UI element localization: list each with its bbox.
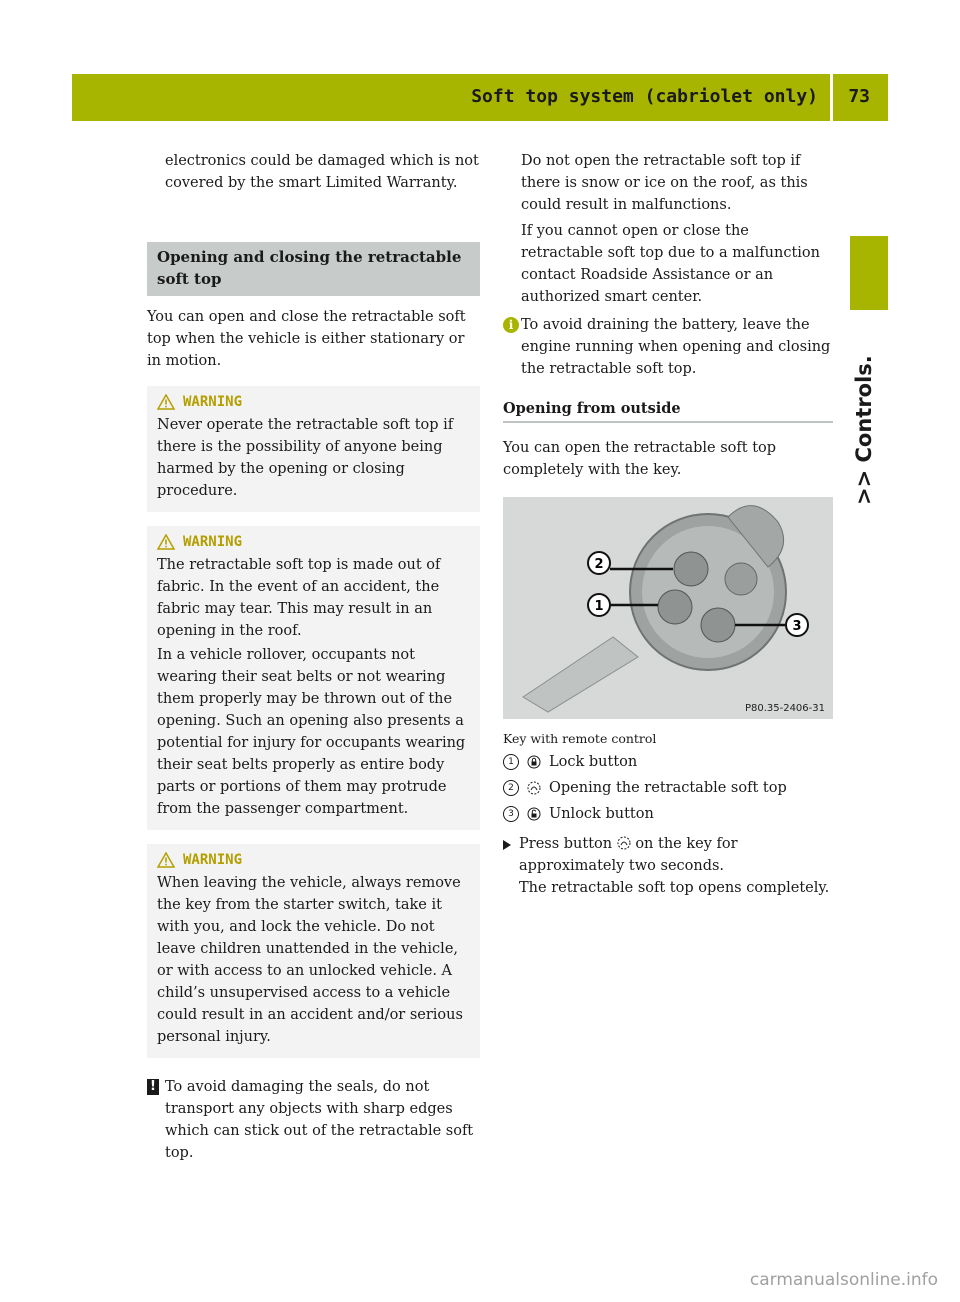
- header-bar: [72, 74, 888, 121]
- side-tab: [850, 236, 888, 310]
- instruction-step: [503, 833, 833, 899]
- warning-text: In a vehicle rollover, occupants not wearing their seat belts or not wearing them properly may be thrown out of the opening. Such an opening also presents a potential for injury for occupants wearing their seat belts properly as entire body parts or portions of them may protrude from the passenger compartment.: [157, 647, 466, 817]
- legend-item: [503, 749, 833, 775]
- malfunction-text: If you cannot open or close the retractable soft top due to a malfunction contact Roadside Assistance or an authorized smart center.: [521, 223, 820, 305]
- number-icon: 2: [503, 780, 519, 796]
- soft-top-icon: [617, 836, 631, 850]
- warning-box: [147, 844, 480, 1058]
- soft-top-icon: [527, 781, 541, 795]
- right-column: [503, 150, 833, 899]
- left-column: [147, 150, 480, 1164]
- callout-3: 3: [792, 619, 802, 634]
- exclamation-icon: !: [147, 1079, 159, 1095]
- legend-label: Unlock button: [549, 806, 654, 822]
- callout-2: 2: [594, 557, 604, 572]
- subsection-body: You can open the retractable soft top completely with the key.: [503, 440, 777, 478]
- step-text-before: Press button: [519, 836, 613, 852]
- warning-box: [147, 526, 480, 830]
- info-text: To avoid draining the battery, leave the engine running when opening and closing the retractable soft top.: [521, 317, 831, 377]
- legend-label: Lock button: [549, 754, 638, 770]
- step-arrow-icon: [503, 840, 511, 850]
- section-body: You can open and close the retractable soft top when the vehicle is either stationary or in motion.: [147, 309, 466, 369]
- step-result: The retractable soft top opens completely.: [519, 880, 830, 896]
- step-text-after: on the key for approximately two seconds.: [519, 836, 738, 874]
- watermark: carmanualsonline.info: [749, 1270, 938, 1290]
- legend-label: Opening the retractable soft top: [549, 780, 787, 796]
- key-illustration: [503, 497, 833, 719]
- warning-triangle-icon: [157, 852, 175, 868]
- info-icon: i: [503, 317, 519, 333]
- number-icon: 3: [503, 806, 519, 822]
- chapter-title: Soft top system (cabriolet only): [471, 86, 818, 107]
- warning-text: When leaving the vehicle, always remove the key from the starter switch, take it with you, and lock the vehicle. Do not leave children unattended in the vehicle, or with access to an unlocked vehicle. A child’s unsupervised access to a vehicle could result in an accident and/or serious personal injury.: [157, 875, 463, 1045]
- warning-text: Never operate the retractable soft top if there is the possibility of anyone being harmed by the opening or closing procedure.: [157, 417, 454, 499]
- legend-item: [503, 775, 833, 801]
- intro-text: electronics could be damaged which is not covered by the smart Limited Warranty.: [165, 153, 479, 191]
- unlock-icon: [527, 807, 541, 821]
- page-number: 73: [848, 86, 870, 107]
- caution-text: To avoid damaging the seals, do not transport any objects with sharp edges which can stick out of the retractable soft top.: [165, 1079, 474, 1161]
- section-title: Opening and closing the retractable soft top: [147, 242, 480, 296]
- subsection-title: Opening from outside: [503, 400, 833, 423]
- warning-box: [147, 386, 480, 512]
- side-section-label: >> Controls.: [852, 355, 876, 505]
- info-note: [503, 314, 833, 380]
- lock-icon: [527, 755, 541, 769]
- warning-triangle-icon: [157, 534, 175, 550]
- snow-ice-text: Do not open the retractable soft top if there is snow or ice on the roof, as this could result in malfunctions.: [521, 153, 808, 213]
- warning-label: WARNING: [183, 394, 243, 410]
- remote-key-icon: [503, 497, 833, 719]
- figure-caption: Key with remote control: [503, 731, 657, 746]
- figure-code: P80.35-2406-31: [744, 703, 825, 714]
- warning-label: WARNING: [183, 852, 243, 868]
- header-divider: [830, 74, 833, 121]
- legend-item: [503, 801, 833, 827]
- callout-1: 1: [594, 599, 604, 614]
- warning-triangle-icon: [157, 394, 175, 410]
- number-icon: 1: [503, 754, 519, 770]
- warning-text: The retractable soft top is made out of fabric. In the event of an accident, the fabric may tear. This may result in an opening in the roof.: [157, 557, 441, 639]
- warning-label: WARNING: [183, 534, 243, 550]
- caution-note: [147, 1076, 480, 1164]
